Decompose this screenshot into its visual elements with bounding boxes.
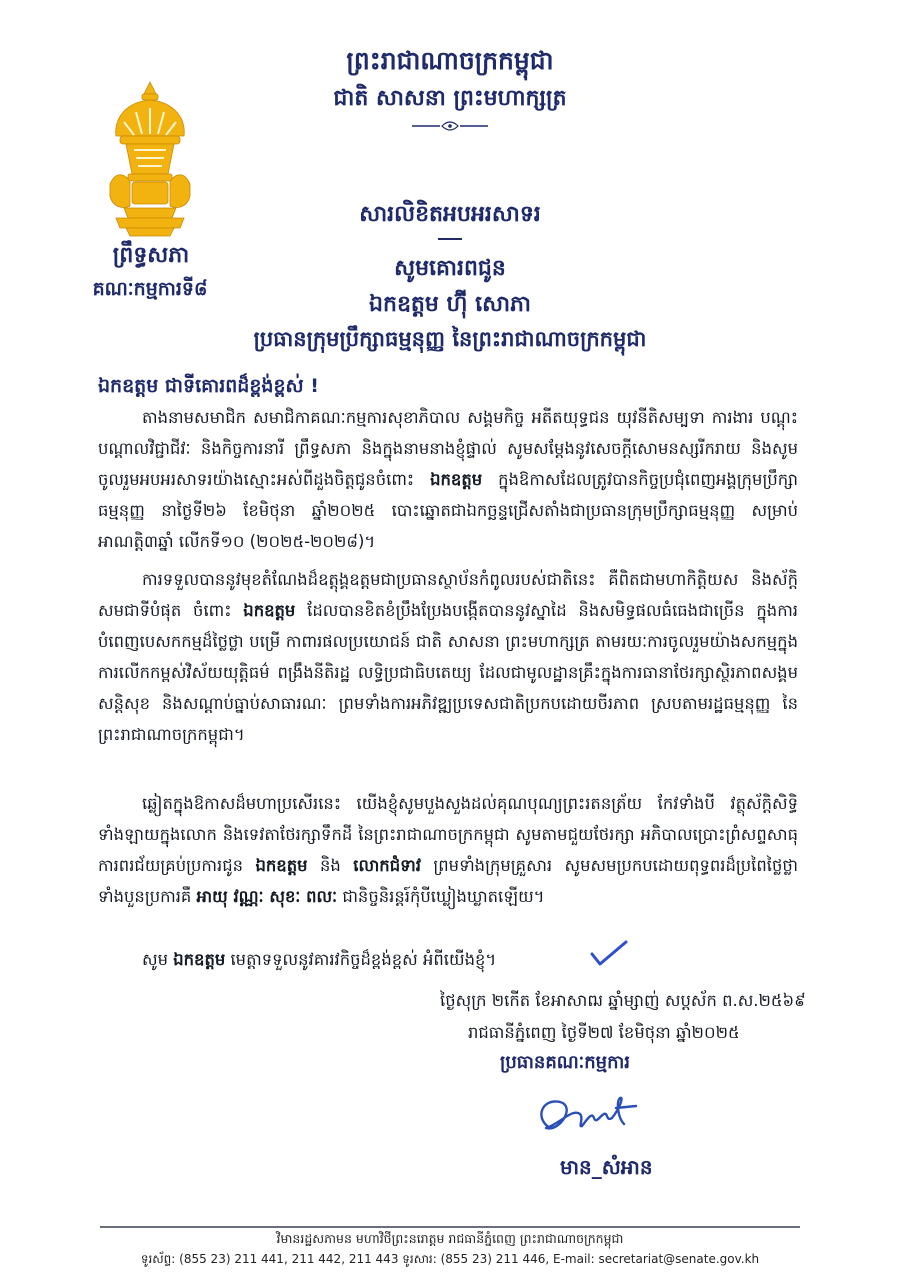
signatory-role: ប្រធានគណៈកម្មការ bbox=[500, 1052, 630, 1073]
honorific-bold: ឯកឧត្តម bbox=[173, 950, 226, 969]
honorific-bold: ឯកឧត្តម bbox=[430, 470, 483, 489]
paragraph-text: តាងនាមសមាជិក សមាជិកាគណៈកម្មការសុខាភិបាល សង្គមកិច្ច អតីតយុទ្ធជន យុវនីតិសម្បទា ការងារ បណ្តុះបណ្តាលវិជ្ជាជីវៈ និងកិច្ចការនារី ព្រឹទ្ធសភា និងក្នុងនាមនាងខ្ញុំផ្ទាល់ សូមសម្តែងនូវសេចក្តីសោមនស្សរីករាយ និងសូមចូលរួមអបអរសាទរយ៉ាងស្មោះអស់ពីដួងចិត្តជូនចំពោះ bbox=[98, 408, 798, 489]
blessings-bold: អាយុ វណ្ណៈ សុខៈ ពលៈ bbox=[196, 887, 338, 906]
paragraph-text: ឆ្លៀតក្នុងឱកាសដ៏មហាប្រសើរនេះ យើងខ្ញុំសូមបួងសួងដល់គុណបុណ្យព្រះរតនត្រ័យ កែវទាំងបី វត្ថុស័ក្តិសិទ្ធិទាំងឡាយក្នុងលោក និងទេវតាថែរក្សាទឹកដី នៃព្រះរាជាណាចក្រកម្ពុជា សូមតាមជួយថែរក្សា អភិបាលប្រោះព្រំសព្ទសាធុការពរជ័យគ្រប់ប្រការជូន bbox=[98, 794, 798, 875]
senate-emblem-icon bbox=[96, 78, 204, 238]
paragraph-4 bbox=[98, 944, 798, 975]
lunar-date: ថ្ងៃសុក្រ ២កើត ខែអាសាឍ ឆ្នាំម្សាញ់ សប្តស័ក ព.ស.២៥៦៩ bbox=[440, 991, 806, 1010]
signer-name: មាន_សំអាន bbox=[560, 1155, 653, 1179]
recipient-title: ប្រធានក្រុមប្រឹក្សាធម្មនុញ្ញ នៃព្រះរាជាណាចក្រកម្ពុជា bbox=[253, 327, 647, 351]
paragraph-3 bbox=[98, 788, 798, 912]
footer-address: វិមានរដ្ឋសភាមន មហាវិថីព្រះនរោត្តម រាជធានីភ្នំពេញ ព្រះរាជាណាចក្រកម្ពុជា bbox=[276, 1231, 624, 1246]
paragraph-text: មេត្តាទទួលនូវគារវកិច្ចដ៏ខ្ពង់ខ្ពស់ អំពីយើងខ្ញុំ។ bbox=[225, 950, 497, 969]
paragraph-text: ការទទួលបាននូវមុខតំណែងដ៏ឧត្តុង្គឧត្តមជាប្រធានស្ថាប័នកំពូលរបស់ជាតិនេះ គឺពិតជាមហាកិត្តិយស និងស័ក្តិសមជាទីបំផុត ចំពោះ bbox=[98, 570, 798, 620]
addressee-line: សូមគោរពជូន bbox=[394, 256, 506, 281]
paragraph-1 bbox=[98, 402, 798, 557]
solar-date: រាជធានីភ្នំពេញ ថ្ងៃទី២៧ ខែមិថុនា ឆ្នាំ២០២៥ bbox=[468, 1023, 740, 1042]
paragraph-text: ព្រមទាំងក្រុមគ្រួសារ សូមសមប្រកបដោយពុទ្ធពរដ៏ប្រពៃថ្លៃថ្លាទាំងបួនប្រការគឺ bbox=[98, 856, 798, 906]
document-title: សារលិខិតអបអរសាទរ bbox=[359, 202, 541, 227]
check-mark-icon bbox=[588, 938, 630, 968]
paragraph-text: ជានិច្ចនិរន្តរ៍កុំបីឃ្លៀងឃ្លាតឡើយ។ bbox=[337, 887, 545, 906]
paragraph-text: និង bbox=[307, 856, 354, 875]
kingdom-heading: ព្រះរាជាណាចក្រកម្ពុជា bbox=[346, 46, 554, 75]
recipient-name: ឯកឧត្តម ហ៊ុី សោភា bbox=[369, 292, 531, 317]
title-divider bbox=[438, 238, 462, 240]
paragraph-text: ដែលបានខិតខំប្រឹងប្រែងបង្កើតបាននូវស្នាដៃ និងសមិទ្ធផលធំធេងជាច្រើន ក្នុងការបំពេញបេសកកម្មដ៏ថ្លៃថ្លា បម្រើ កាពារផលប្រយោជន៍ ជាតិ សាសនា ព្រះមហាក្សត្រ តាមរយៈការចូលរួមយ៉ាងសកម្មក្នុងការលើកកម្ពស់វិស័យយុត្តិធម៌ ពង្រឹងនីតិរដ្ឋ លទ្ធិប្រជាធិបតេយ្យ ដែលជាមូលដ្ឋានគ្រឹះក្នុងការធានាថែរក្សាស្ថិរភាពសង្គម សន្តិសុខ និងសណ្តាប់ធ្នាប់សាធារណៈ ព្រមទាំងការអភិវឌ្ឍប្រទេសជាតិប្រកបដោយចីរភាព ស្របតាមរដ្ឋធម្មនុញ្ញ នៃព្រះរាជាណាចក្រកម្ពុជា។ bbox=[98, 601, 799, 744]
honorific-bold: លោកជំទាវ bbox=[353, 856, 421, 875]
honorific-bold: ឯកឧត្តម bbox=[243, 601, 296, 620]
divider-ornament-icon bbox=[410, 118, 490, 134]
paragraph-text: ក្នុងឱកាសដែលត្រូវបានកិច្ចប្រជុំពេញអង្គក្រុមប្រឹក្សាធម្មនុញ្ញ នាថ្ងៃទី២៦ ខែមិថុនា ឆ្នាំ២០២៥ បោះឆ្នោតជាឯកច្ឆន្ទជ្រើសតាំងជាប្រធានក្រុមប្រឹក្សាធម្មនុញ្ញ សម្រាប់អាណត្តិ៣ឆ្នាំ លើកទី១០ (២០២៥-២០២៨)។ bbox=[98, 470, 798, 551]
handwritten-signature-icon bbox=[520, 1088, 660, 1152]
honorific-bold: ឯកឧត្តម bbox=[255, 856, 308, 875]
footer-divider bbox=[100, 1226, 800, 1228]
footer-contacts: ទូរស័ព្ទ: (855 23) 211 441, 211 442, 211 443 ទូរសារ: (855 23) 211 446, E-mail: secretariat@senate.gov.kh bbox=[140, 1252, 760, 1266]
institution-name: ព្រឹទ្ធសភា bbox=[112, 243, 190, 268]
commission-name: គណៈកម្មការទី៨ bbox=[92, 278, 208, 300]
paragraph-2 bbox=[98, 564, 798, 750]
paragraph-text: សូម bbox=[142, 950, 174, 969]
national-motto: ជាតិ សាសនា ព្រះមហាក្សត្រ bbox=[333, 86, 567, 111]
salutation: ឯកឧត្តម ជាទីគោរពដ៏ខ្ពង់ខ្ពស់ ! bbox=[98, 375, 319, 397]
